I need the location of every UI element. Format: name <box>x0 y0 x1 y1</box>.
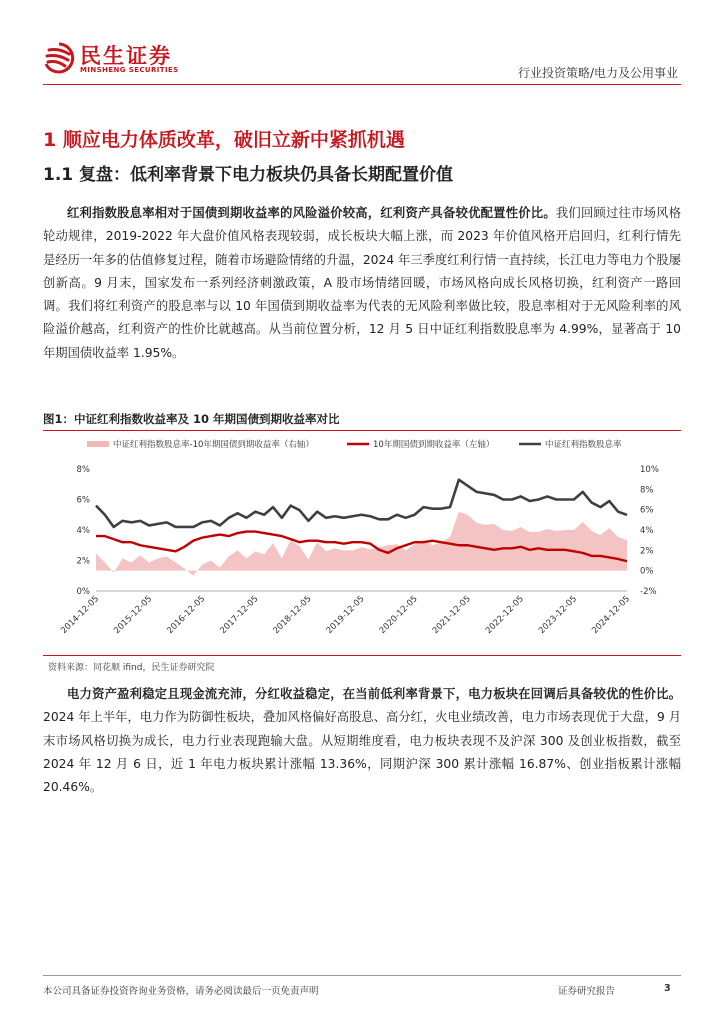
section-1-1-title: 1.1 复盘：低利率背景下电力板块仍具备长期配置价值 <box>43 165 454 185</box>
y-right-tick-label: 6% <box>640 505 654 516</box>
x-tick-label: 2016-12-05 <box>165 594 208 637</box>
legend-swatch <box>87 441 109 447</box>
x-tick-label: 2018-12-05 <box>271 594 314 637</box>
logo-text-cn: 民生证券 <box>80 44 172 68</box>
y-left-tick-label: 8% <box>76 465 90 475</box>
x-tick-label: 2015-12-05 <box>112 594 155 637</box>
spread-area-series <box>96 512 627 576</box>
figure-1-title: 图1：中证红利指数收益率及 10 年期国债到期收益率对比 <box>43 412 340 426</box>
y-right-tick-label: 2% <box>640 546 654 557</box>
x-tick-label: 2020-12-05 <box>377 594 420 637</box>
paragraph-2 <box>43 683 681 799</box>
figure-title-divider <box>43 430 681 431</box>
x-tick-label: 2019-12-05 <box>324 594 367 637</box>
x-tick-label: 2023-12-05 <box>537 594 580 637</box>
figure-1-source: 资料来源：同花顺 ifind，民生证券研究院 <box>48 663 215 673</box>
footer-disclaimer: 本公司具备证券投资咨询业务资格，请务必阅读最后一页免责声明 <box>43 986 319 997</box>
y-left-tick-label: 4% <box>76 526 90 536</box>
y-left-tick-label: 6% <box>76 495 90 506</box>
y-right-tick-label: 0% <box>640 566 654 577</box>
figure-source-divider <box>43 655 681 656</box>
y-right-tick-label: 8% <box>640 485 654 496</box>
minsheng-logo-icon <box>43 42 75 74</box>
section-1-title: 1 顺应电力体质改革，破旧立新中紧抓机遇 <box>43 129 405 151</box>
dividend-yield-line-series <box>96 480 627 527</box>
report-category: 行业投资策略/电力及公用事业 <box>517 66 678 80</box>
y-left-tick-label: 0% <box>76 587 90 597</box>
legend-label: 中证红利指数股息率-10年期国债到期收益率（右轴） <box>113 440 314 450</box>
paragraph-1 <box>43 202 681 365</box>
x-tick-label: 2014-12-05 <box>59 594 102 637</box>
header-divider <box>43 84 681 85</box>
paragraph-2-bold: 电力资产盈利稳定且现金流充沛，分红收益稳定，在当前低利率背景下，电力板块在回调后具备较优的性价比。 <box>67 687 681 701</box>
y-right-tick-label: 10% <box>640 465 659 475</box>
x-tick-label: 2017-12-05 <box>218 594 261 637</box>
y-left-tick-label: 2% <box>76 556 90 567</box>
page-number: 3 <box>664 983 671 994</box>
footer-divider <box>43 975 681 976</box>
x-tick-label: 2021-12-05 <box>430 594 473 637</box>
legend-label: 10年期国债到期收益率（左轴） <box>373 440 495 450</box>
y-right-tick-label: -2% <box>640 587 657 597</box>
x-tick-label: 2022-12-05 <box>483 594 526 637</box>
paragraph-1-bold: 红利指数股息率相对于国债到期收益率的风险溢价较高，红利资产具备较优配置性价比。 <box>67 206 556 220</box>
dividend-vs-bond-yield-chart <box>43 432 681 650</box>
y-right-tick-label: 4% <box>640 526 654 536</box>
legend-label: 中证红利指数股息率 <box>545 440 622 450</box>
paragraph-1-text: 我们回顾过往市场风格轮动规律，2019-2022 年大盘价值风格表现较弱，成长板块大幅上涨，而 2023 年价值风格开启回归，红利行情先是经历一年多的估值修复过程，随着市场避险情绪的升温，2024 年三季度红利行情一直持续，长江电力等电力个股屡创新高。9 月末，国家发布一系列经济刺激政策，A 股市场情绪回暖，市场风格向成长风格切换，红利资产一路回调。我们将红利资产的股息率与以 10 年国债到期收益率为代表的无风险利率做比较，股息率相对于无风险利率的风险溢价越高，红利资产的性价比就越高。从当前位置分析，12 月 5 日中证红利指数股息率为 4.99%，显著高于 10 年期国债收益率 1.95%。 <box>43 206 681 360</box>
paragraph-2-text: 2024 年上半年，电力作为防御性板块，叠加风格偏好高股息、高分红，火电业绩改善，电力市场表现优于大盘，9 月末市场风格切换为成长，电力行业表现跑输大盘。从短期维度看，电力板块表现不及沪深 300 及创业板指数，截至 2024 年 12 月 6 日，近 1 年电力板块累计涨幅 13.36%，同期沪深 300 累计涨幅 16.87%、创业指板累计涨幅 20.46%。 <box>43 710 681 795</box>
footer-report-type: 证券研究报告 <box>558 986 616 997</box>
logo-text-en: MINSHENG SECURITIES <box>80 66 179 74</box>
x-tick-label: 2024-12-05 <box>590 594 633 637</box>
